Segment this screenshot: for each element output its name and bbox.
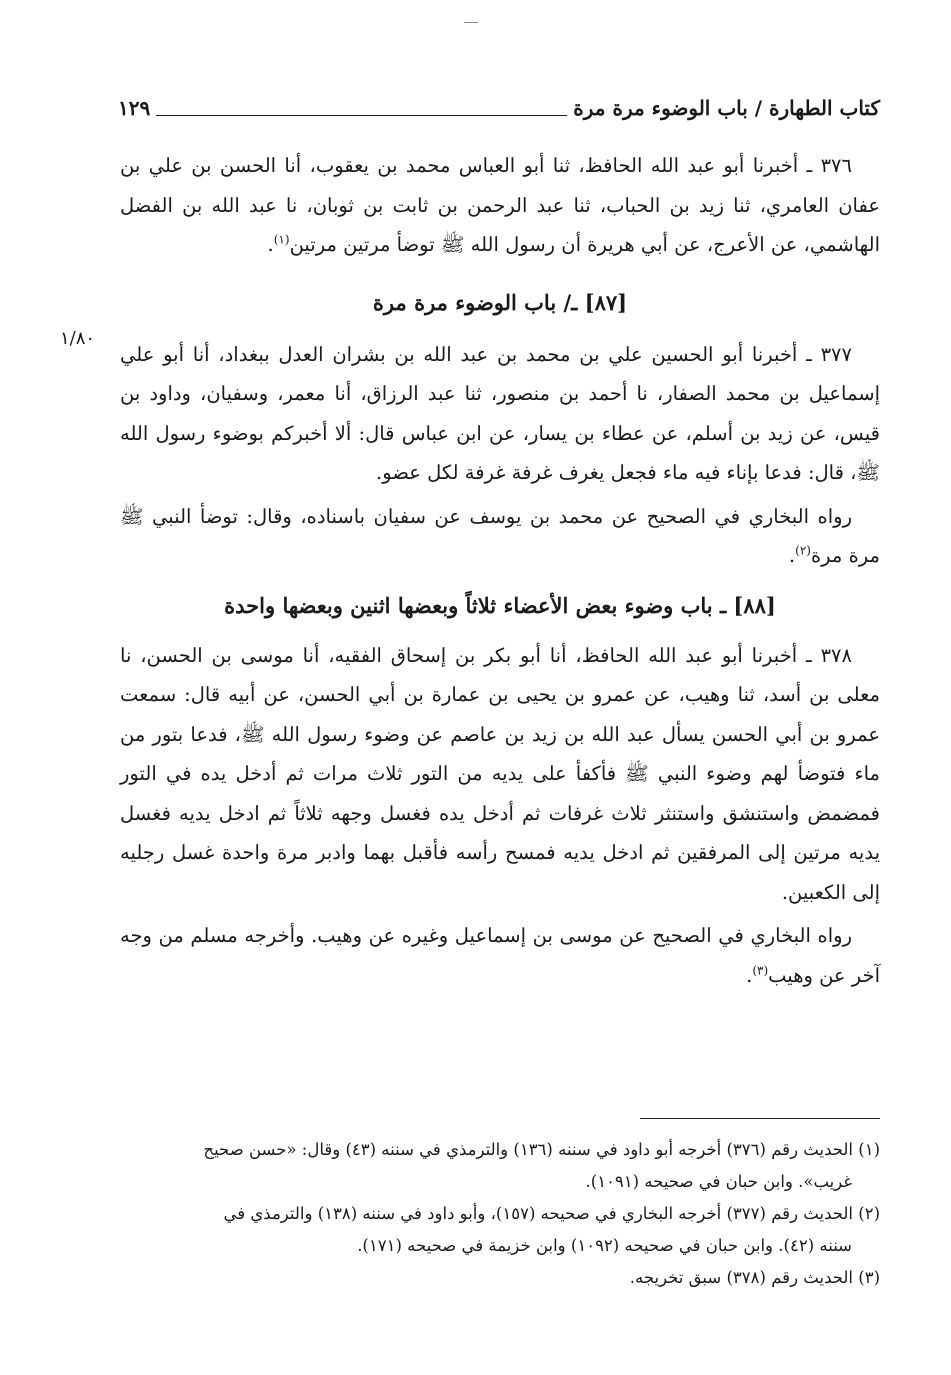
footnote-separator — [640, 1118, 880, 1119]
hadith-378-commentary-end: . — [746, 963, 753, 987]
header-rule — [156, 115, 567, 116]
header-title: كتاب الطهارة / باب الوضوء مرة مرة — [573, 96, 880, 120]
hadith-378-commentary-text: رواه البخاري في الصحيح عن موسى بن إسماعيل وغيره عن وهيب. وأخرجه مسلم من وجه آخر عن وهيب — [120, 924, 880, 987]
footnote-1-line2: غريب». وابن حبان في صحيحه (١٠٩١). — [585, 1172, 852, 1191]
footnote-1 — [120, 1134, 880, 1198]
chapter-heading-88: [٨٨] ـ باب وضوء بعض الأعضاء ثلاثاً وبعضها اثنين وبعضها واحدة — [224, 592, 776, 618]
hadith-377: ٣٧٧ ـ أخبرنا أبو الحسين علي بن محمد بن عبد الله بن بشران العدل ببغداد، أنا أبو علي إسماعيل بن محمد الصفار، نا أحمد بن منصور، ثنا عبد الرزاق، أنا معمر، وسفيان، وداود بن قيس، عن زيد بن أسلم، عن عطاء بن يسار، عن ابن عباس قال: ألا أخبركم بوضوء رسول الله ﷺ، قال: فدعا بإناء فيه ماء فجعل يغرف غرفة غرفة لكل عضو. — [120, 342, 880, 484]
hadith-378: ٣٧٨ ـ أخبرنا أبو عبد الله الحافظ، أنا أبو بكر بن إسحاق الفقيه، أنا موسى بن الحسن، نا معلى بن أسد، ثنا وهيب، عن عمرو بن يحيى بن عمارة بن أبي الحسن، عن أبيه قال: سمعت عمرو بن أبي الحسن يسأل عبد الله بن زيد بن عاصم عن وضوء رسول الله ﷺ، فدعا بتور من ماء فتوضأ لهم وضوء النبي ﷺ فأكفأ على يديه من التور ثلاث مرات ثم أدخل يده في التور فمضمض واستنشق واستنثر ثلاث غرفات ثم أدخل يده فغسل وجهه ثلاثاً ثم ادخل يديه فغسل يديه مرتين إلى المرفقين ثم ادخل يديه فمسح رأسه فأقبل بهما وادبر مرة واحدة غسل رجليه إلى الكعبين. — [120, 643, 880, 904]
chapter-heading-87: [٨٧] ـ/ باب الوضوء مرة مرة — [372, 289, 628, 315]
hadith-377-commentary-text: رواه البخاري في الصحيح عن محمد بن يوسف عن سفيان باسناده، وقال: توضأ النبي ﷺ مرة مرة — [120, 504, 880, 567]
hadith-377-commentary-end: . — [788, 544, 796, 567]
top-scan-mark — [464, 22, 478, 23]
hadith-377-commentary — [120, 497, 880, 576]
page-number: ١٢٩ — [118, 96, 151, 120]
footnotes — [120, 1134, 880, 1294]
footnote-ref-2[interactable]: (٢) — [795, 543, 811, 558]
hadith-378-commentary — [120, 916, 880, 995]
footnote-ref-1[interactable]: (١) — [273, 232, 290, 247]
footnote-1-line1: (١) الحديث رقم (٣٧٦) أخرجه أبو داود في سننه (١٣٦) والترمذي في سننه (٤٣) وقال: «حسن صحيح — [203, 1140, 880, 1159]
hadith-376-text: ٣٧٦ ـ أخبرنا أبو عبد الله الحافظ، ثنا أبو العباس محمد بن يعقوب، أنا الحسن بن علي بن عفان العامري، ثنا زيد بن الحباب، ثنا عبد الرحمن بن ثابت بن ثوبان، نا عبد الله بن الفضل الهاشمي، عن الأعرج، عن أبي هريرة أن رسول الله ﷺ توضأ مرتين مرتين — [120, 154, 880, 256]
hadith-376-end: . — [267, 233, 274, 256]
footnote-2-line1: (٢) الحديث رقم (٣٧٧) أخرجه البخاري في صحيحه (١٥٧)، وأبو داود في سننه (١٣٨) والترمذي في — [223, 1204, 880, 1223]
footnote-3 — [120, 1262, 880, 1294]
footnote-3-line1: (٣) الحديث رقم (٣٧٨) سبق تخريجه. — [629, 1268, 880, 1287]
footnote-2 — [120, 1198, 880, 1262]
hadith-376 — [120, 146, 880, 265]
running-header — [118, 86, 880, 122]
footnote-ref-3[interactable]: (٣) — [752, 963, 769, 977]
margin-folio-note: ١/٨٠ — [60, 328, 96, 349]
footnote-2-line2: سننه (٤٢). وابن حبان في صحيحه (١٠٩٢) وابن خزيمة في صحيحه (١٧١). — [357, 1236, 852, 1255]
main-text — [120, 146, 880, 999]
